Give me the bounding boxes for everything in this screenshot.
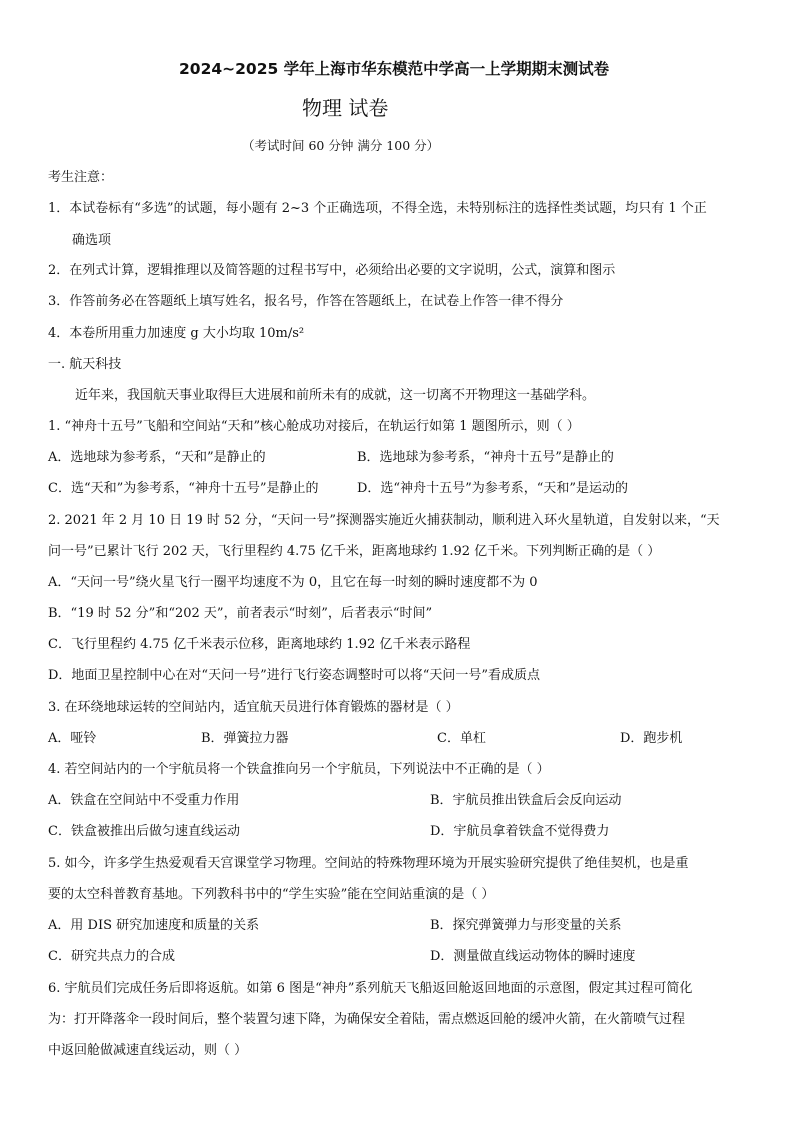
q4-option-d: D．宇航员拿着铁盒不觉得费力 [430, 824, 610, 839]
q5-stem-line2: 要的太空科普教育基地。下列教科书中的“学生实验”能在空间站重演的是（ ） [48, 887, 495, 902]
subject-title: 物理 试卷 [302, 96, 389, 120]
notice-heading: 考生注意： [48, 170, 114, 185]
q1-option-c: C．选“天和”为参考系，“神舟十五号”是静止的 [48, 481, 319, 496]
q5-option-a: A．用 DIS 研究加速度和质量的关系 [48, 918, 260, 933]
notice-item-2: 2．在列式计算，逻辑推理以及简答题的过程书写中，必须给出必要的文字说明，公式，演算和图示 [48, 263, 616, 278]
q2-option-c: C．飞行里程约 4.75 亿千米表示位移，距离地球约 1.92 亿千米表示路程 [48, 637, 471, 652]
q2-option-b: B．“19 时 52 分”和“202 天”，前者表示“时刻”，后者表示“时间” [48, 606, 433, 621]
q5-option-c: C．研究共点力的合成 [48, 949, 175, 964]
notice-item-1-cont: 确选项 [72, 233, 112, 248]
q3-option-c: C．单杠 [437, 731, 486, 746]
q3-option-b: B．弹簧拉力器 [201, 731, 289, 746]
q5-stem-line1: 5. 如今，许多学生热爱观看天宫课堂学习物理。空间站的特殊物理环境为开展实验研究提供了绝佳契机，也是重 [48, 856, 689, 871]
notice-item-1: 1．本试卷标有“多选”的试题，每小题有 2~3 个正确选项，不得全选，未特别标注的选择性类试题，均只有 1 个正 [48, 201, 707, 216]
q4-option-c: C．铁盒被推出后做匀速直线运动 [48, 824, 240, 839]
q4-option-b: B．宇航员推出铁盒后会反向运动 [430, 793, 622, 808]
q5-option-d: D．测量做直线运动物体的瞬时速度 [430, 949, 636, 964]
exam-info: （考试时间 60 分钟 满分 100 分） [242, 138, 440, 153]
q4-option-a: A．铁盒在空间站中不受重力作用 [48, 793, 240, 808]
q5-option-b: B．探究弹簧弹力与形变量的关系 [430, 918, 622, 933]
exam-title: 2024~2025 学年上海市华东模范中学高一上学期期末测试卷 [179, 60, 610, 78]
q1-stem: 1. “神舟十五号”飞船和空间站“天和”核心舱成功对接后，在轨运行如第 1 题图所示，则（ ） [48, 419, 580, 434]
q6-stem-line2: 为：打开降落伞一段时间后，整个装置匀速下降，为确保安全着陆，需点燃返回舱的缓冲火箭，在火箭喷气过程 [48, 1012, 686, 1027]
q3-option-d: D．跑步机 [620, 731, 683, 746]
q3-option-a: A．哑铃 [48, 731, 97, 746]
q2-stem-line2: 问一号”已累计飞行 202 天，飞行里程约 4.75 亿千米，距离地球约 1.92 亿千米。下列判断正确的是（ ） [48, 544, 661, 559]
q1-option-b: B．选地球为参考系，“神舟十五号”是静止的 [357, 450, 614, 465]
q3-stem: 3. 在环绕地球运转的空间站内，适宜航天员进行体育锻炼的器材是（ ） [48, 700, 459, 715]
q1-option-a: A．选地球为参考系，“天和”是静止的 [48, 450, 266, 465]
section-heading: 一. 航天科技 [48, 357, 122, 372]
q2-option-a: A．“天问一号”绕火星飞行一圈平均速度不为 0，且它在每一时刻的瞬时速度都不为 0 [48, 575, 538, 590]
q1-option-d: D．选“神舟十五号”为参考系，“天和”是运动的 [357, 481, 629, 496]
q2-option-d: D．地面卫星控制中心在对“天问一号”进行飞行姿态调整时可以将“天问一号”看成质点 [48, 668, 541, 683]
section-intro: 近年来，我国航天事业取得巨大进展和前所未有的成就，这一切离不开物理这一基础学科。 [75, 388, 596, 403]
q6-stem-line1: 6. 宇航员们完成任务后即将返航。如第 6 图是“神舟”系列航天飞船返回舱返回地面的示意图，假定其过程可简化 [48, 981, 693, 996]
notice-item-3: 3．作答前务必在答题纸上填写姓名，报名号，作答在答题纸上，在试卷上作答一律不得分 [48, 294, 564, 309]
notice-item-4: 4．本卷所用重力加速度 g 大小均取 10m/s² [48, 326, 305, 341]
q6-stem-line3: 中返回舱做减速直线运动，则（ ） [48, 1043, 248, 1058]
q2-stem-line1: 2. 2021 年 2 月 10 日 19 时 52 分，“天问一号”探测器实施近火捕获制动，顺利进入环火星轨道，自发射以来，“天 [48, 513, 720, 528]
q4-stem: 4. 若空间站内的一个宇航员将一个铁盒推向另一个宇航员，下列说法中不正确的是（ ） [48, 762, 550, 777]
